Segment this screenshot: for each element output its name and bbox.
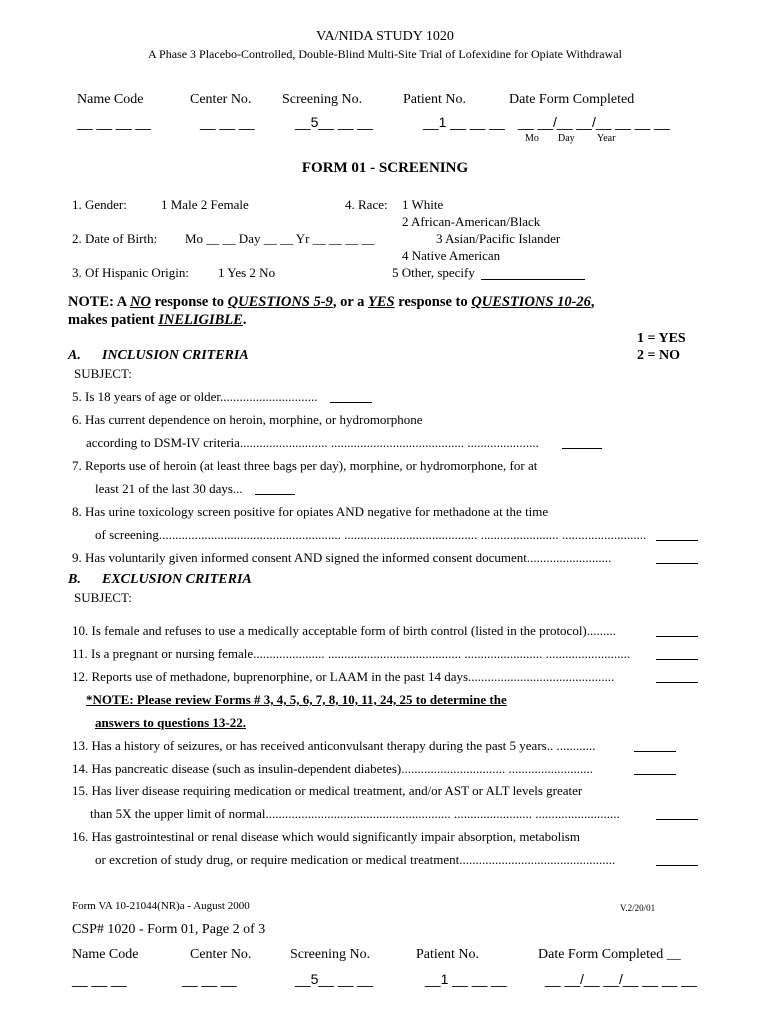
question-7: 7. Reports use of heroin (at least three bags per day), morphine, or hydromorphone, for at <box>72 458 538 473</box>
name-code-label: Name Code <box>77 92 144 107</box>
question-7-cont: least 21 of the last 30 days... <box>95 481 243 496</box>
date-form-completed-label: Date Form Completed <box>509 92 635 107</box>
race-other-blank[interactable] <box>481 279 585 280</box>
date-day-label: Day <box>558 133 575 144</box>
footer-patient-no-field[interactable]: __1 __ __ __ <box>425 971 507 987</box>
dob-label: 2. Date of Birth: <box>72 231 158 246</box>
question-6: 6. Has current dependence on heroin, morphine, or hydromorphone <box>72 412 423 427</box>
question-16-cont: or excretion of study drug, or require medication or medical treatment................................................ <box>95 852 616 867</box>
form-title: FORM 01 - SCREENING <box>301 160 469 176</box>
footer-screening-no-label: Screening No. <box>290 947 371 962</box>
form-version: V.2/20/01 <box>620 903 656 913</box>
gender-label: 1. Gender: <box>72 197 127 212</box>
legend-yes: 1 = YES <box>637 331 686 346</box>
patient-no-label: Patient No. <box>403 92 466 107</box>
race-label: 4. Race: <box>345 197 388 212</box>
forms-review-note-cont: answers to questions 13-22. <box>95 715 246 730</box>
patient-no-field[interactable]: __1 __ __ __ <box>423 114 505 130</box>
forms-review-note: *NOTE: Please review Forms # 3, 4, 5, 6, 7, 8, 10, 11, 24, 25 to determine the <box>86 692 507 707</box>
hispanic-label: 3. Of Hispanic Origin: <box>72 265 189 280</box>
question-15: 15. Has liver disease requiring medication or medical treatment, and/or AST or ALT levels greater <box>72 783 583 798</box>
study-title: VA/NIDA STUDY 1020 <box>316 29 454 44</box>
answer-10[interactable] <box>656 636 698 637</box>
screening-no-field[interactable]: __5__ __ __ <box>295 114 373 130</box>
question-16: 16. Has gastrointestinal or renal disease which would significantly impair absorption, metabolism <box>72 829 580 844</box>
race-option-native[interactable]: 4 Native American <box>402 248 501 263</box>
date-form-completed-field[interactable]: __ __/__ __/__ __ __ __ <box>518 114 670 130</box>
form-identifier: Form VA 10-21044(NR)a - August 2000 <box>72 900 250 912</box>
exclusion-title: EXCLUSION CRITERIA <box>102 572 252 587</box>
question-13: 13. Has a history of seizures, or has received anticonvulsant therapy during the past 5 years.. ............ <box>72 738 596 753</box>
question-11: 11. Is a pregnant or nursing female...................... ......................................... ........................ .......................... <box>72 646 631 661</box>
answer-14[interactable] <box>634 774 676 775</box>
center-no-label: Center No. <box>190 92 252 107</box>
question-5: 5. Is 18 years of age or older.............................. <box>72 389 318 404</box>
answer-5[interactable] <box>330 402 372 403</box>
answer-9[interactable] <box>656 563 698 564</box>
inclusion-subject: SUBJECT: <box>74 366 132 381</box>
footer-date-form-completed-field[interactable]: __ __/__ __/__ __ __ __ <box>545 971 697 987</box>
answer-16[interactable] <box>656 865 698 866</box>
footer-center-no-label: Center No. <box>190 947 252 962</box>
question-10: 10. Is female and refuses to use a medically acceptable form of birth control (listed in the protocol)......... <box>72 623 617 638</box>
exclusion-subject: SUBJECT: <box>74 590 132 605</box>
inclusion-title: INCLUSION CRITERIA <box>102 348 249 363</box>
question-12: 12. Reports use of methadone, buprenorphine, or LAAM in the past 14 days............................................. <box>72 669 615 684</box>
question-15-cont: than 5X the upper limit of normal......................................................... ........................ .......................... <box>90 806 620 821</box>
question-8-cont: of screening........................................................ ......................................... ........................ .......................... <box>95 527 647 542</box>
screening-no-label: Screening No. <box>282 92 363 107</box>
gender-options[interactable]: 1 Male 2 Female <box>161 197 249 212</box>
question-14: 14. Has pancreatic disease (such as insulin-dependent diabetes)................................ .......................... <box>72 761 593 776</box>
exclusion-letter: B. <box>68 572 81 587</box>
answer-15[interactable] <box>656 819 698 820</box>
race-option-white[interactable]: 1 White <box>402 197 444 212</box>
footer-name-code-label: Name Code <box>72 947 139 962</box>
question-8: 8. Has urine toxicology screen positive for opiates AND negative for methadone at the time <box>72 504 549 519</box>
race-option-asian[interactable]: 3 Asian/Pacific Islander <box>436 231 561 246</box>
question-9: 9. Has voluntarily given informed consent AND signed the informed consent document.......................... <box>72 550 612 565</box>
date-year-label: Year <box>597 133 616 144</box>
name-code-field[interactable]: __ __ __ __ <box>77 114 151 130</box>
footer-name-code-field[interactable]: __ __ __ <box>72 971 127 987</box>
answer-13[interactable] <box>634 751 676 752</box>
race-option-black[interactable]: 2 African-American/Black <box>402 214 541 229</box>
footer-screening-no-field[interactable]: __5__ __ __ <box>295 971 373 987</box>
eligibility-note-line1: NOTE: A NO response to QUESTIONS 5-9, or a YES response to QUESTIONS 10-26, <box>68 294 595 310</box>
question-6-cont: according to DSM-IV criteria........................... ......................................... ...................... <box>86 435 539 450</box>
answer-11[interactable] <box>656 659 698 660</box>
answer-8[interactable] <box>656 540 698 541</box>
inclusion-letter: A. <box>68 348 81 363</box>
eligibility-note-line2: makes patient INELIGIBLE. <box>68 312 247 328</box>
center-no-field[interactable]: __ __ __ <box>200 114 255 130</box>
footer-date-form-completed-label: Date Form Completed __ <box>538 947 681 962</box>
date-mo-label: Mo <box>525 133 539 144</box>
footer-patient-no-label: Patient No. <box>416 947 479 962</box>
hispanic-options[interactable]: 1 Yes 2 No <box>218 265 276 280</box>
dob-field[interactable]: Mo __ __ Day __ __ Yr __ __ __ __ <box>185 231 375 246</box>
race-option-other[interactable]: 5 Other, specify <box>392 265 475 280</box>
answer-12[interactable] <box>656 682 698 683</box>
study-subtitle: A Phase 3 Placebo-Controlled, Double-Blind Multi-Site Trial of Lofexidine for Opiate Withdrawal <box>148 47 622 61</box>
legend-no: 2 = NO <box>637 348 680 363</box>
footer-center-no-field[interactable]: __ __ __ <box>182 971 237 987</box>
csp-page-label: CSP# 1020 - Form 01, Page 2 of 3 <box>72 922 266 937</box>
answer-7[interactable] <box>255 494 295 495</box>
answer-6[interactable] <box>562 448 602 449</box>
